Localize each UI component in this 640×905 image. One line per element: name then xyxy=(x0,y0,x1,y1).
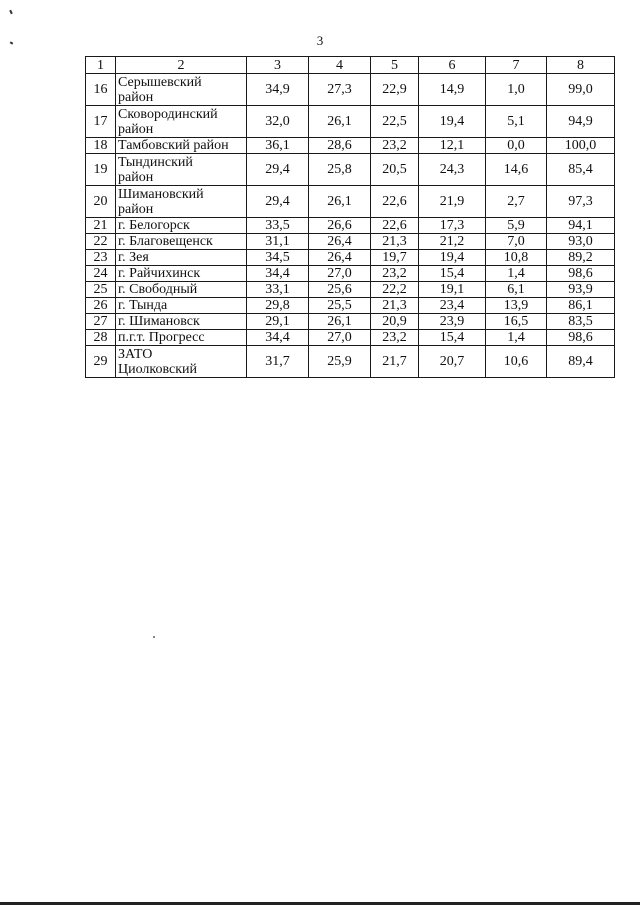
district-name-line: Тамбовский район xyxy=(118,138,229,153)
table-row xyxy=(86,330,615,346)
value-cell-col-5: 22,6 xyxy=(371,186,419,218)
table-row xyxy=(86,74,615,106)
value-cell-col-3: 29,1 xyxy=(247,314,309,330)
district-name-line: район xyxy=(118,201,154,217)
value-cell-col-6: 24,3 xyxy=(419,154,486,186)
value-cell-col-3: 29,8 xyxy=(247,298,309,314)
district-name-cell xyxy=(116,138,247,154)
row-number-cell: 24 xyxy=(86,266,116,282)
row-number-cell: 25 xyxy=(86,282,116,298)
district-name-cell xyxy=(116,330,247,346)
value-cell-col-8: 97,3 xyxy=(547,186,615,218)
value-cell-col-4: 26,4 xyxy=(309,250,371,266)
value-cell-col-4: 25,8 xyxy=(309,154,371,186)
district-name-line: Серышевский xyxy=(118,74,202,90)
district-name-line: г. Благовещенск xyxy=(118,234,213,249)
value-cell-col-3: 34,4 xyxy=(247,330,309,346)
value-cell-col-7: 13,9 xyxy=(486,298,547,314)
value-cell-col-7: 1,0 xyxy=(486,74,547,106)
row-number-cell: 28 xyxy=(86,330,116,346)
value-cell-col-8: 83,5 xyxy=(547,314,615,330)
value-cell-col-4: 28,6 xyxy=(309,138,371,154)
table-row xyxy=(86,266,615,282)
district-name-line: г. Зея xyxy=(118,250,149,265)
district-name-line: Шимановский xyxy=(118,186,204,202)
table-row xyxy=(86,218,615,234)
value-cell-col-5: 21,3 xyxy=(371,234,419,250)
district-name-line: Циолковский xyxy=(118,361,198,377)
scan-speck xyxy=(153,636,155,638)
row-number-cell: 26 xyxy=(86,298,116,314)
value-cell-col-4: 25,9 xyxy=(309,346,371,378)
district-name-cell xyxy=(116,74,247,106)
value-cell-col-7: 2,7 xyxy=(486,186,547,218)
district-name-line: г. Райчихинск xyxy=(118,266,201,281)
table-row xyxy=(86,282,615,298)
value-cell-col-5: 20,5 xyxy=(371,154,419,186)
value-cell-col-6: 14,9 xyxy=(419,74,486,106)
value-cell-col-4: 25,6 xyxy=(309,282,371,298)
row-number-cell: 27 xyxy=(86,314,116,330)
value-cell-col-7: 5,1 xyxy=(486,106,547,138)
district-name-line: г. Тында xyxy=(118,298,168,313)
row-number-cell: 19 xyxy=(86,154,116,186)
district-name-line: п.г.т. Прогресс xyxy=(118,330,205,345)
district-name-line: ЗАТО xyxy=(118,346,153,362)
row-number-cell: 23 xyxy=(86,250,116,266)
district-name-cell xyxy=(116,298,247,314)
table-row xyxy=(86,234,615,250)
value-cell-col-6: 17,3 xyxy=(419,218,486,234)
value-cell-col-7: 14,6 xyxy=(486,154,547,186)
column-header: 2 xyxy=(116,57,247,74)
district-name-cell xyxy=(116,234,247,250)
value-cell-col-5: 22,6 xyxy=(371,218,419,234)
column-header: 8 xyxy=(547,57,615,74)
district-name-line: Сковородинский xyxy=(118,106,218,122)
district-name-line: район xyxy=(118,89,154,105)
row-number-cell: 16 xyxy=(86,74,116,106)
value-cell-col-7: 16,5 xyxy=(486,314,547,330)
value-cell-col-4: 27,0 xyxy=(309,266,371,282)
value-cell-col-8: 93,9 xyxy=(547,282,615,298)
table-row xyxy=(86,186,615,218)
column-header: 3 xyxy=(247,57,309,74)
value-cell-col-5: 21,3 xyxy=(371,298,419,314)
value-cell-col-5: 19,7 xyxy=(371,250,419,266)
value-cell-col-4: 25,5 xyxy=(309,298,371,314)
column-header: 5 xyxy=(371,57,419,74)
value-cell-col-7: 0,0 xyxy=(486,138,547,154)
value-cell-col-5: 21,7 xyxy=(371,346,419,378)
value-cell-col-6: 23,9 xyxy=(419,314,486,330)
table-row xyxy=(86,250,615,266)
value-cell-col-8: 85,4 xyxy=(547,154,615,186)
district-name-cell xyxy=(116,282,247,298)
value-cell-col-6: 12,1 xyxy=(419,138,486,154)
district-name-cell xyxy=(116,250,247,266)
value-cell-col-8: 93,0 xyxy=(547,234,615,250)
value-cell-col-6: 19,4 xyxy=(419,250,486,266)
value-cell-col-3: 34,9 xyxy=(247,74,309,106)
value-cell-col-3: 33,1 xyxy=(247,282,309,298)
value-cell-col-6: 19,4 xyxy=(419,106,486,138)
value-cell-col-8: 98,6 xyxy=(547,330,615,346)
value-cell-col-5: 22,5 xyxy=(371,106,419,138)
value-cell-col-8: 99,0 xyxy=(547,74,615,106)
scan-speck xyxy=(9,10,13,14)
district-name-cell xyxy=(116,266,247,282)
district-name-line: г. Шимановск xyxy=(118,314,200,329)
value-cell-col-3: 29,4 xyxy=(247,154,309,186)
value-cell-col-5: 22,9 xyxy=(371,74,419,106)
column-header: 1 xyxy=(86,57,116,74)
column-header: 4 xyxy=(309,57,371,74)
row-number-cell: 22 xyxy=(86,234,116,250)
district-name-cell xyxy=(116,106,247,138)
value-cell-col-8: 94,1 xyxy=(547,218,615,234)
row-number-cell: 29 xyxy=(86,346,116,378)
value-cell-col-3: 31,7 xyxy=(247,346,309,378)
value-cell-col-3: 32,0 xyxy=(247,106,309,138)
table-row xyxy=(86,346,615,378)
value-cell-col-6: 21,2 xyxy=(419,234,486,250)
value-cell-col-6: 23,4 xyxy=(419,298,486,314)
value-cell-col-3: 36,1 xyxy=(247,138,309,154)
value-cell-col-6: 15,4 xyxy=(419,266,486,282)
row-number-cell: 20 xyxy=(86,186,116,218)
value-cell-col-7: 10,6 xyxy=(486,346,547,378)
value-cell-col-4: 26,1 xyxy=(309,106,371,138)
value-cell-col-8: 86,1 xyxy=(547,298,615,314)
value-cell-col-4: 27,3 xyxy=(309,74,371,106)
value-cell-col-7: 10,8 xyxy=(486,250,547,266)
district-name-cell xyxy=(116,346,247,378)
table-header-row xyxy=(86,57,615,74)
value-cell-col-3: 34,5 xyxy=(247,250,309,266)
value-cell-col-5: 22,2 xyxy=(371,282,419,298)
value-cell-col-3: 29,4 xyxy=(247,186,309,218)
value-cell-col-6: 20,7 xyxy=(419,346,486,378)
value-cell-col-7: 5,9 xyxy=(486,218,547,234)
value-cell-col-4: 26,1 xyxy=(309,186,371,218)
district-name-line: район xyxy=(118,121,154,137)
value-cell-col-4: 26,1 xyxy=(309,314,371,330)
statistics-table xyxy=(85,56,615,378)
table-row xyxy=(86,314,615,330)
table-body xyxy=(86,74,615,378)
value-cell-col-4: 26,6 xyxy=(309,218,371,234)
row-number-cell: 17 xyxy=(86,106,116,138)
district-name-cell xyxy=(116,154,247,186)
value-cell-col-4: 27,0 xyxy=(309,330,371,346)
value-cell-col-3: 34,4 xyxy=(247,266,309,282)
district-name-line: г. Свободный xyxy=(118,282,198,297)
value-cell-col-4: 26,4 xyxy=(309,234,371,250)
row-number-cell: 18 xyxy=(86,138,116,154)
value-cell-col-7: 7,0 xyxy=(486,234,547,250)
district-name-line: район xyxy=(118,169,154,185)
district-name-line: г. Белогорск xyxy=(118,218,190,233)
value-cell-col-3: 31,1 xyxy=(247,234,309,250)
value-cell-col-8: 98,6 xyxy=(547,266,615,282)
district-name-cell xyxy=(116,186,247,218)
district-name-line: Тындинский xyxy=(118,154,193,170)
value-cell-col-7: 1,4 xyxy=(486,330,547,346)
value-cell-col-7: 1,4 xyxy=(486,266,547,282)
district-name-cell xyxy=(116,218,247,234)
value-cell-col-8: 94,9 xyxy=(547,106,615,138)
column-header: 6 xyxy=(419,57,486,74)
value-cell-col-5: 23,2 xyxy=(371,138,419,154)
table-row xyxy=(86,154,615,186)
value-cell-col-6: 15,4 xyxy=(419,330,486,346)
table-row xyxy=(86,106,615,138)
table-row xyxy=(86,298,615,314)
value-cell-col-8: 89,4 xyxy=(547,346,615,378)
value-cell-col-6: 21,9 xyxy=(419,186,486,218)
district-name-cell xyxy=(116,314,247,330)
column-header: 7 xyxy=(486,57,547,74)
value-cell-col-7: 6,1 xyxy=(486,282,547,298)
value-cell-col-5: 23,2 xyxy=(371,330,419,346)
table-row xyxy=(86,138,615,154)
value-cell-col-8: 89,2 xyxy=(547,250,615,266)
value-cell-col-6: 19,1 xyxy=(419,282,486,298)
value-cell-col-5: 23,2 xyxy=(371,266,419,282)
value-cell-col-5: 20,9 xyxy=(371,314,419,330)
row-number-cell: 21 xyxy=(86,218,116,234)
value-cell-col-3: 33,5 xyxy=(247,218,309,234)
value-cell-col-8: 100,0 xyxy=(547,138,615,154)
page-number: 3 xyxy=(316,33,324,48)
